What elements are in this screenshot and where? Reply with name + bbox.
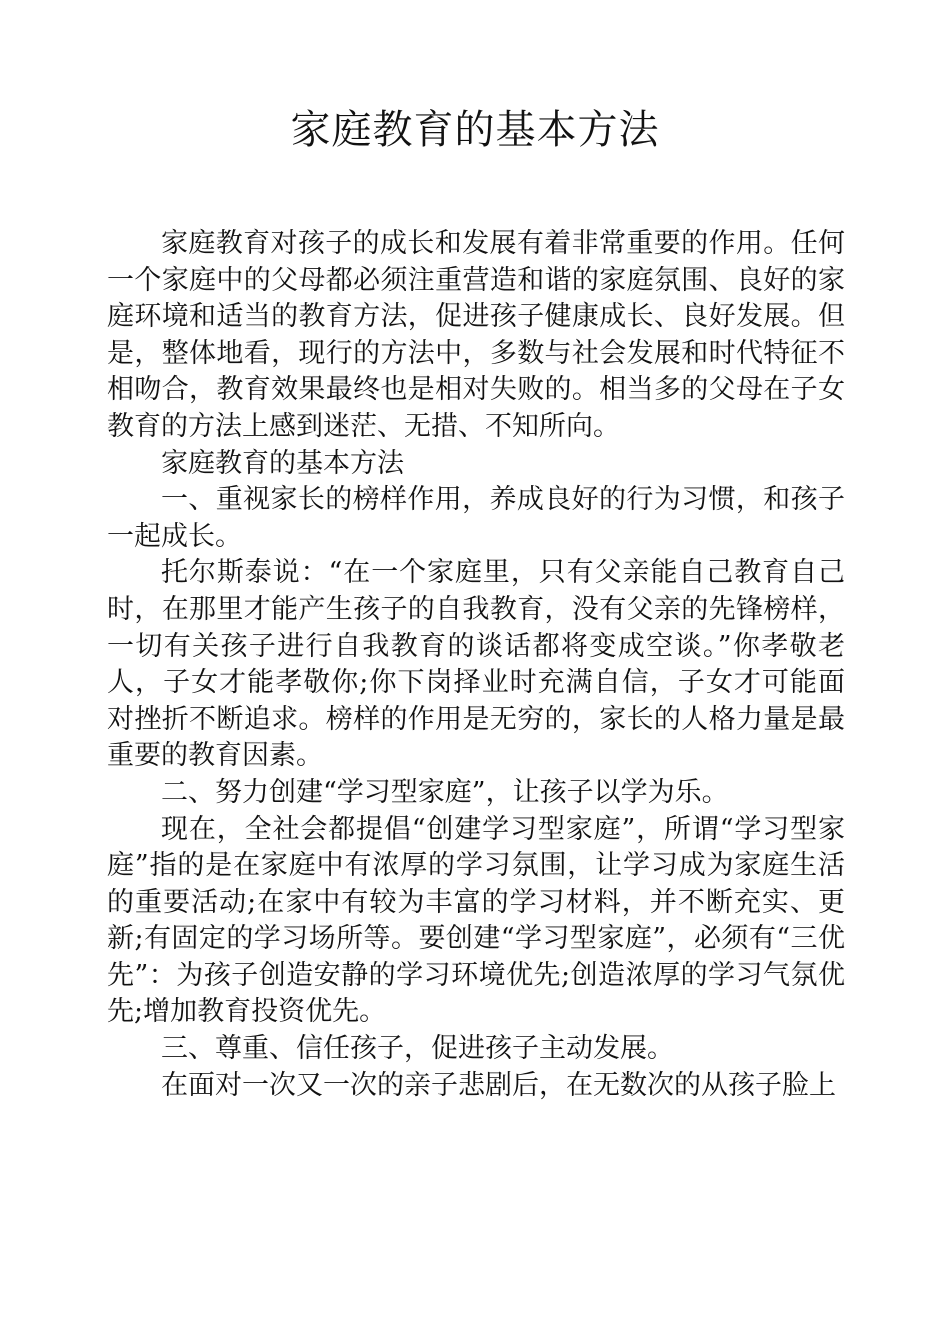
paragraph-learning-family: 现在，全社会都提倡“创建学习型家庭”，所谓“学习型家庭”指的是在家庭中有浓厚的学习氛围，让学习成为家庭生活的重要活动;在家中有较为丰富的学习材料，并不断充实、更新;有固定的学习场所等。要创建“学习型家庭”，必须有“三优先”：为孩子创造安静的学习环境优先;创造浓厚的学习气氛优先;增加教育投资优先。	[107, 813, 845, 1028]
paragraph-subheading: 家庭教育的基本方法	[161, 447, 404, 479]
paragraph-heading-two: 二、努力创建“学习型家庭”，让孩子以学为乐。	[161, 776, 729, 808]
paragraph-heading-one: 一、重视家长的榜样作用，养成良好的行为习惯，和孩子一起成长。	[107, 484, 845, 552]
paragraph-tolstoy-quote: 托尔斯泰说：“在一个家庭里，只有父亲能自己教育自己时，在那里才能产生孩子的自我教育，没有父亲的先锋榜样，一切有关孩子进行自我教育的谈话都将变成空谈。”你孝敬老人，子女才能孝敬你;你下岗择业时充满自信，子女才可能面对挫折不断追求。榜样的作用是无穷的，家长的人格力量是最重要的教育因素。	[107, 557, 845, 772]
document-body	[107, 226, 845, 1104]
paragraph-intro: 家庭教育对孩子的成长和发展有着非常重要的作用。任何一个家庭中的父母都必须注重营造和谐的家庭氛围、良好的家庭环境和适当的教育方法，促进孩子健康成长、良好发展。但是，整体地看，现行的方法中，多数与社会发展和时代特征不相吻合，教育效果最终也是相对失败的。相当多的父母在子女教育的方法上感到迷茫、无措、不知所向。	[107, 228, 845, 442]
paragraph-heading-three: 三、尊重、信任孩子，促进孩子主动发展。	[161, 1033, 674, 1065]
paragraph-continued: 在面对一次又一次的亲子悲剧后，在无数次的从孩子脸上	[161, 1069, 836, 1101]
document-title: 家庭教育的基本方法	[290, 107, 660, 153]
